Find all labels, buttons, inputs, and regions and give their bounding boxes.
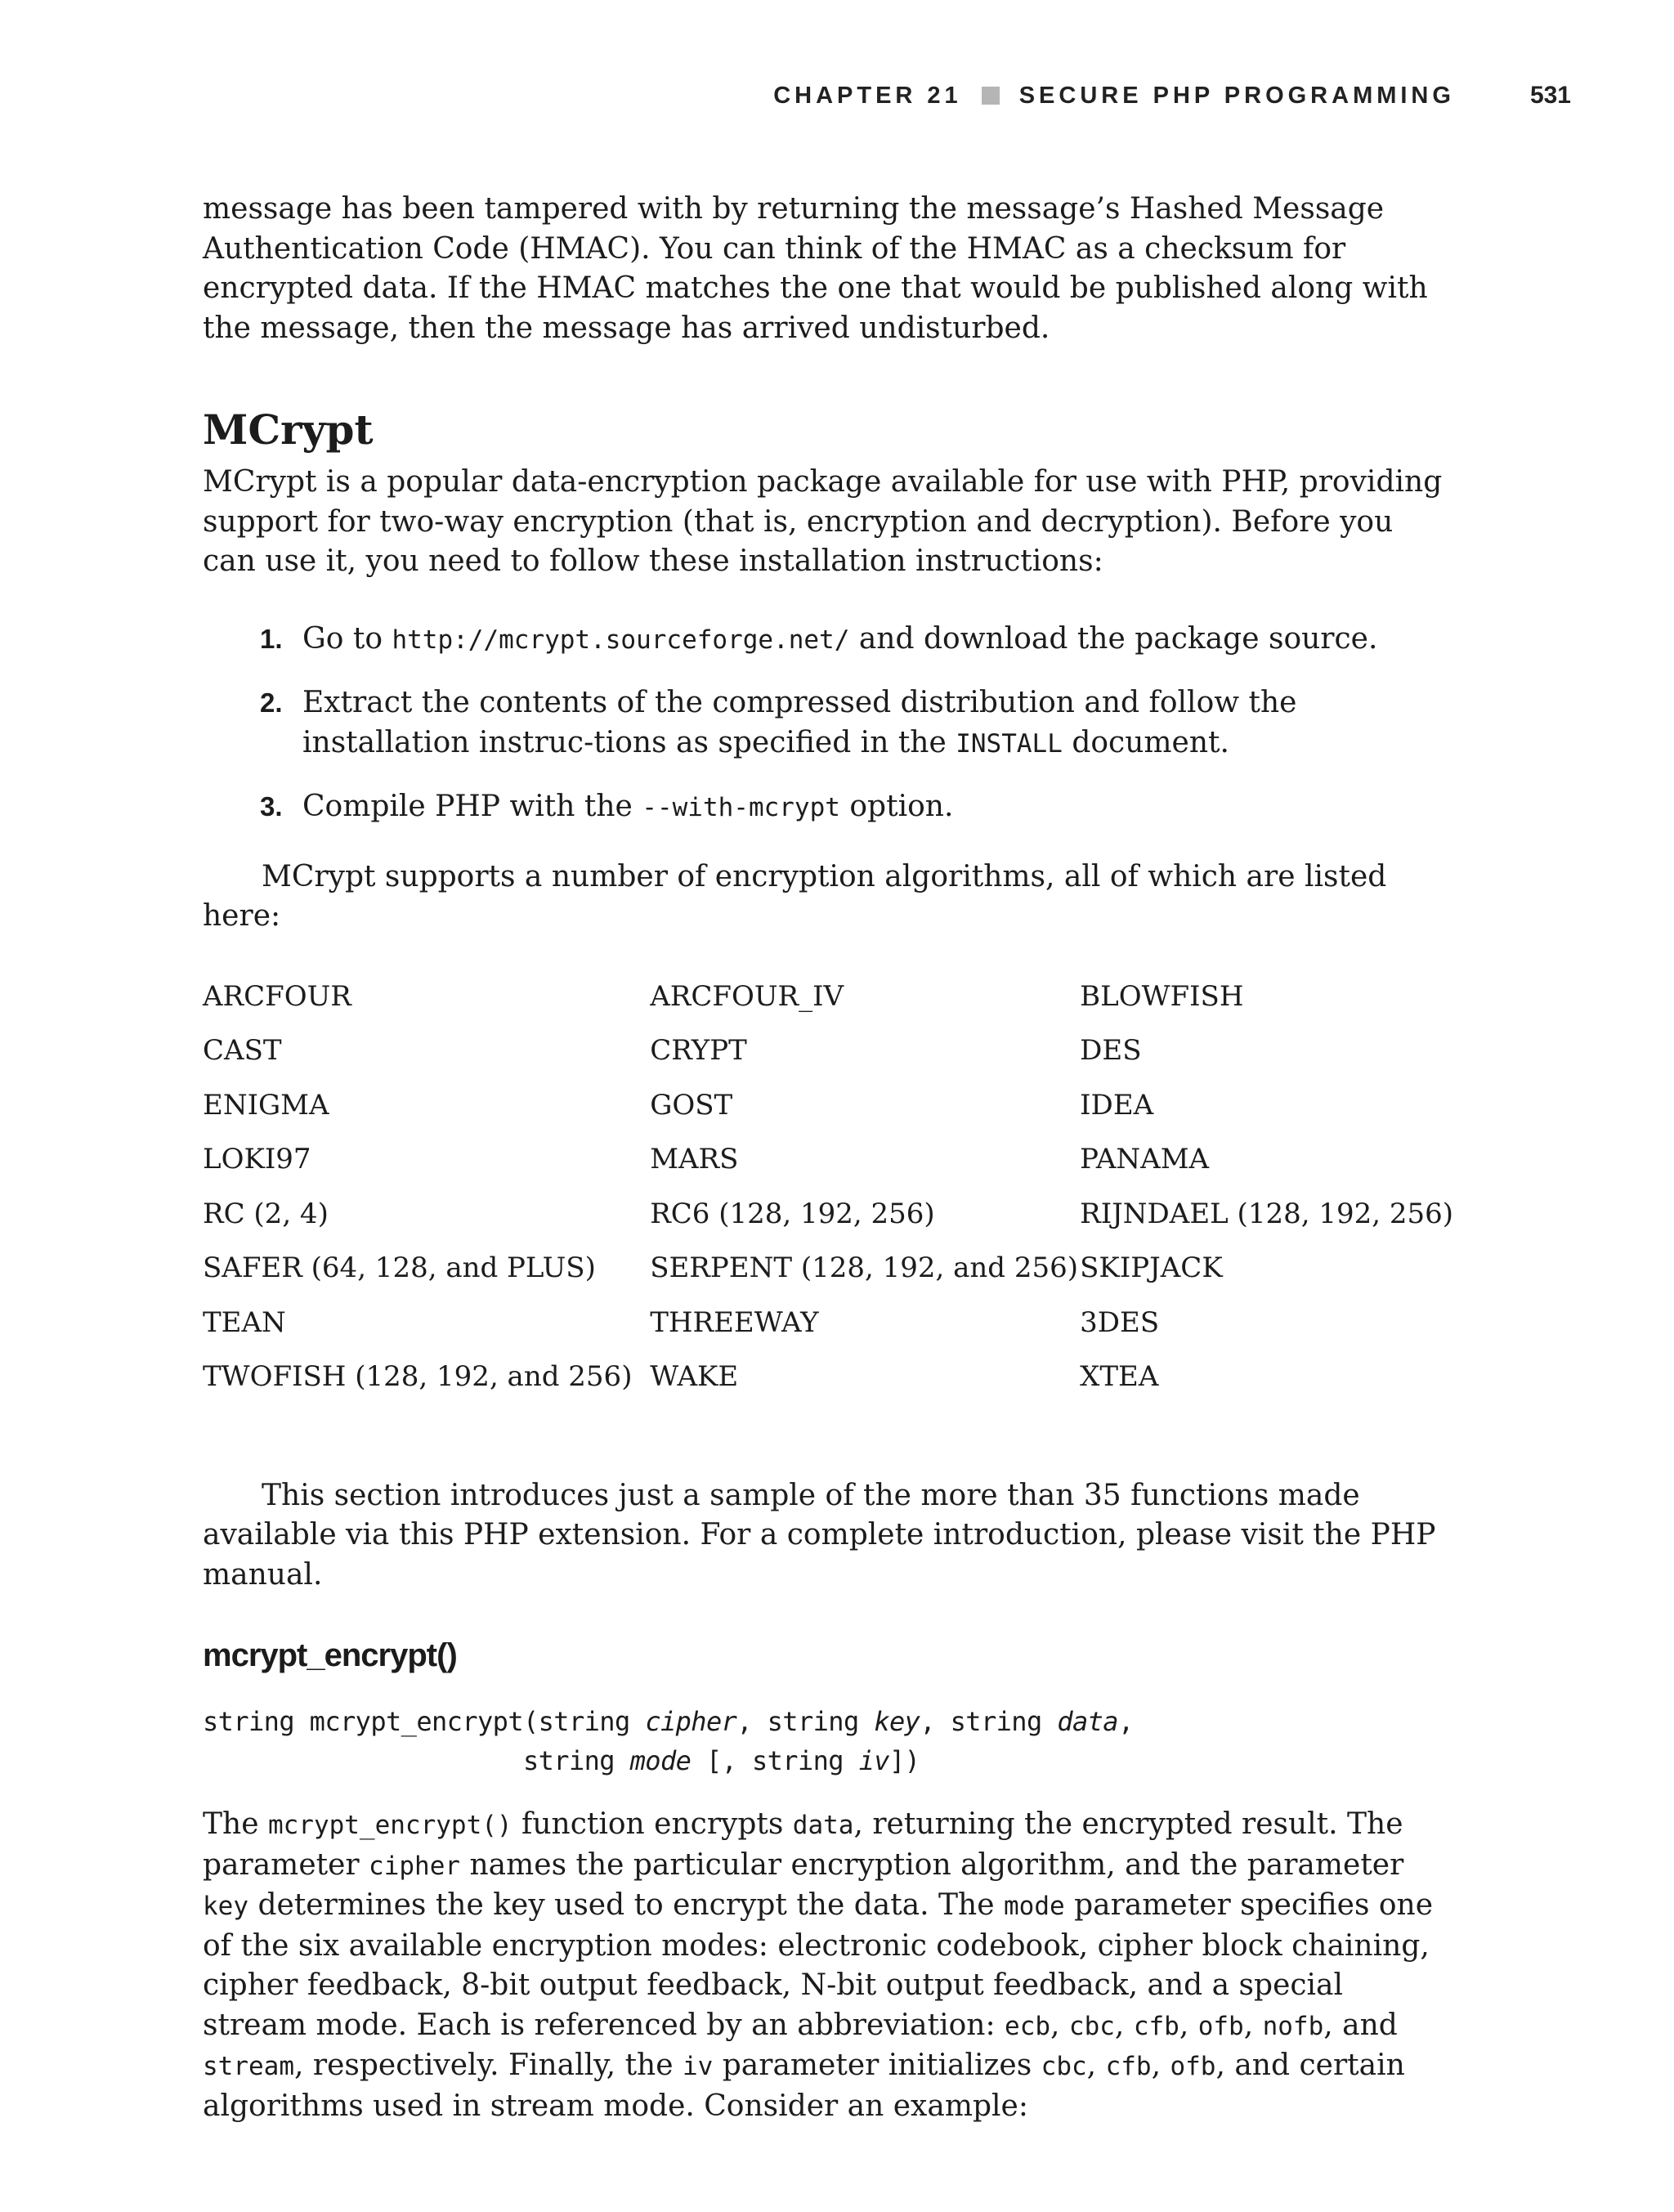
text: , and certain algorithms used in stream mode. Consider an example:	[203, 2049, 1405, 2123]
running-head	[0, 82, 1571, 110]
inline-code: mcrypt_encrypt()	[267, 1811, 512, 1840]
param-mode: mode	[629, 1745, 692, 1776]
step-text: document.	[1062, 725, 1229, 759]
inline-code: nofb	[1262, 2011, 1324, 2041]
table-cell: LOKI97	[203, 1143, 311, 1176]
table-cell: CRYPT	[650, 1034, 747, 1068]
functions-intro: This section introduces just a sample of the more than 35 functions made available via this PHP extension. For a complete introduction, please visit the PHP manual.	[203, 1478, 1436, 1592]
text: parameter initializes	[713, 2049, 1041, 2082]
list-item	[203, 683, 1453, 763]
text: names the particular encryption algorithm, and the parameter	[460, 1847, 1404, 1882]
inline-code: cbc	[1068, 2011, 1115, 2041]
step-number: 1.	[260, 623, 283, 654]
table-cell: IDEA	[1080, 1088, 1154, 1122]
function-heading: mcrypt_encrypt()	[203, 1637, 457, 1673]
table-cell: 3DES	[1080, 1305, 1160, 1339]
install-steps	[203, 620, 1453, 828]
chapter-title: SECURE PHP PROGRAMMING	[1018, 82, 1455, 109]
text: determines the key used to encrypt the data. The	[248, 1888, 1004, 1922]
code-text: ])	[888, 1745, 920, 1776]
table-cell: BLOWFISH	[1080, 979, 1244, 1013]
step-code: http://mcrypt.sourceforge.net/	[392, 625, 850, 655]
section-intro: MCrypt is a popular data-encryption package available for use with PHP, providing support for two-way encryption (that is, encryption and decryption). Before you can use it, you need to follow these installation instructions:	[203, 465, 1443, 578]
table-cell: RC6 (128, 192, 256)	[650, 1197, 935, 1230]
param-cipher: cipher	[645, 1706, 737, 1737]
text: ,	[1151, 2049, 1170, 2082]
table-row	[203, 1023, 1453, 1078]
inline-code: cipher	[369, 1851, 461, 1881]
table-cell: WAKE	[650, 1360, 739, 1394]
section-heading: MCrypt	[203, 405, 374, 454]
table-cell: TEAN	[203, 1305, 286, 1339]
table-cell: ARCFOUR_IV	[650, 979, 844, 1013]
inline-code: ecb	[1005, 2011, 1051, 2041]
table-cell: TWOFISH (128, 192, and 256)	[203, 1360, 633, 1394]
inline-code: stream	[203, 2052, 294, 2081]
table-row	[203, 1078, 1453, 1133]
table-cell: SKIPJACK	[1080, 1252, 1223, 1285]
code-text: string	[203, 1745, 630, 1776]
param-key: key	[874, 1706, 920, 1737]
page-body	[203, 190, 1453, 2126]
inline-code: cfb	[1133, 2011, 1179, 2041]
inline-code: mode	[1004, 1892, 1065, 1921]
table-cell: CAST	[203, 1034, 282, 1068]
param-data: data	[1057, 1706, 1118, 1737]
step-text: Extract the contents of the compressed distribution and follow the installation instruc-tions as specified in the	[302, 686, 1297, 759]
function-description	[203, 1805, 1453, 2126]
step-code: INSTALL	[956, 728, 1063, 759]
list-item	[203, 620, 1453, 660]
table-row	[203, 1296, 1453, 1350]
text: , and	[1323, 2008, 1398, 2042]
text: ,	[1179, 2008, 1198, 2042]
inline-code: data	[792, 1811, 854, 1840]
step-text: and download the package source.	[849, 621, 1378, 656]
function-signature	[203, 1702, 1453, 1780]
step-number: 2.	[260, 687, 283, 718]
table-cell: RIJNDAEL (128, 192, 256)	[1080, 1197, 1453, 1230]
text: parameter specifies one of the six available encryption modes: electronic codebook, cipher block chaining, cipher feedback, 8-bit output feedback, N-bit output feedback, and a special stream mode. Each is referenced by an abbreviation:	[203, 1888, 1434, 2042]
table-row	[203, 1132, 1453, 1187]
text: , returning the encrypted result. The parameter	[203, 1807, 1403, 1882]
param-iv: iv	[858, 1745, 889, 1776]
code-text: ,	[1117, 1706, 1134, 1737]
table-row	[203, 969, 1453, 1024]
step-text: option.	[839, 790, 954, 823]
page-number: 531	[1529, 82, 1571, 109]
text: ,	[1086, 2049, 1106, 2082]
step-text: Go to	[302, 621, 392, 656]
code-text: string mcrypt_encrypt(string	[203, 1706, 646, 1737]
algorithms-intro: MCrypt supports a number of encryption algorithms, all of which are listed here:	[203, 859, 1387, 933]
table-cell: MARS	[650, 1143, 739, 1176]
text: The	[203, 1807, 268, 1841]
code-text: , string	[736, 1706, 875, 1737]
table-cell: GOST	[650, 1088, 733, 1122]
table-cell: THREEWAY	[650, 1305, 819, 1339]
table-cell: RC (2, 4)	[203, 1197, 329, 1230]
inline-code: cfb	[1105, 2052, 1152, 2081]
table-row	[203, 1350, 1453, 1404]
text: ,	[1243, 2008, 1263, 2042]
text: , respectively. Finally, the	[293, 2049, 683, 2082]
text: ,	[1050, 2008, 1069, 2042]
table-row	[203, 1187, 1453, 1242]
step-number: 3.	[260, 791, 283, 822]
step-code: --with-mcrypt	[642, 793, 840, 822]
separator-square-icon	[982, 87, 1000, 105]
inline-code: iv	[682, 2052, 714, 2081]
list-item	[203, 787, 1453, 828]
table-row	[203, 1241, 1453, 1296]
inline-code: ofb	[1197, 2011, 1244, 2041]
chapter-label: CHAPTER 21	[773, 82, 962, 109]
table-cell: PANAMA	[1080, 1143, 1210, 1176]
text: function encrypts	[512, 1807, 793, 1841]
table-cell: XTEA	[1080, 1360, 1159, 1394]
text: ,	[1114, 2008, 1134, 2042]
intro-paragraph: message has been tampered with by returning the message’s Hashed Message Authentication Code (HMAC). You can think of the HMAC as a checksum for encrypted data. If the HMAC matches the one that would be published along with the message, then the message has arrived undisturbed.	[203, 192, 1428, 345]
inline-code: cbc	[1041, 2052, 1087, 2081]
table-cell: DES	[1080, 1034, 1142, 1068]
inline-code: key	[203, 1892, 248, 1921]
table-cell: ENIGMA	[203, 1088, 329, 1122]
step-text: Compile PHP with the	[302, 790, 642, 823]
code-text: , string	[920, 1706, 1058, 1737]
algorithms-table	[203, 969, 1453, 1404]
code-text: [, string	[691, 1745, 859, 1776]
table-cell: SAFER (64, 128, and PLUS)	[203, 1252, 596, 1285]
table-cell: SERPENT (128, 192, and 256)	[650, 1252, 1079, 1285]
table-cell: ARCFOUR	[203, 979, 351, 1013]
inline-code: ofb	[1170, 2052, 1216, 2081]
